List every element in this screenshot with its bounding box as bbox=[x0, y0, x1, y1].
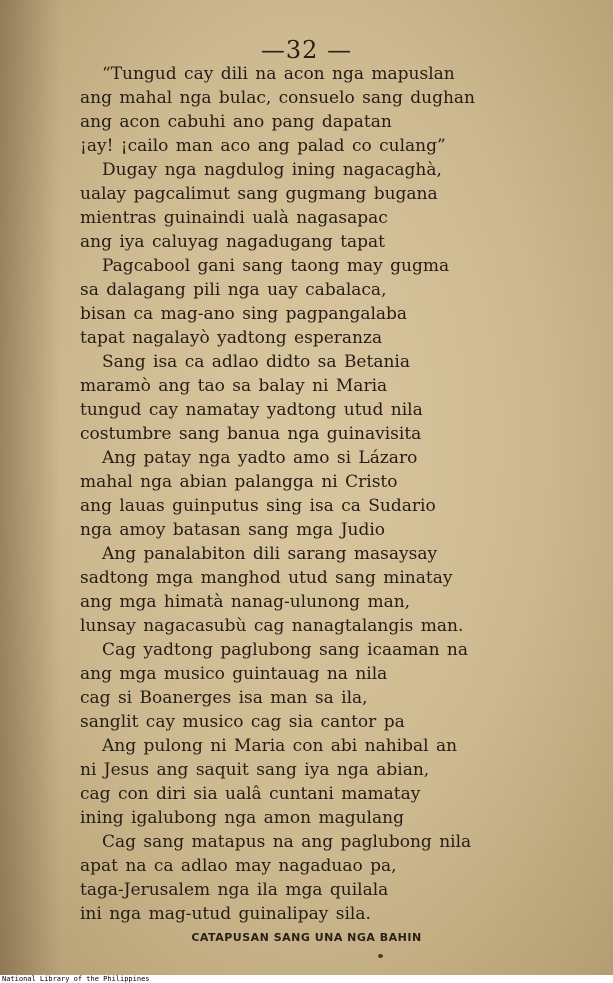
ink-speck-mark bbox=[378, 954, 383, 958]
text-line: ni Jesus ang saquit sang iya nga abian, bbox=[80, 760, 430, 780]
text-line: ang acon cabuhi ano pang dapatan bbox=[80, 112, 392, 132]
text-line: mientras guinaindi ualà nagasapac bbox=[80, 208, 388, 228]
text-line: mahal nga abian palangga ni Cristo bbox=[80, 472, 398, 492]
text-line: cag con diri sia ualâ cuntani mamatay bbox=[80, 784, 421, 804]
text-line: costumbre sang banua nga guinavisita bbox=[80, 424, 422, 444]
text-line: Ang pulong ni Maria con abi nahibal an bbox=[102, 736, 458, 756]
text-line: ang mga musico guintauag na nila bbox=[80, 664, 388, 684]
text-line: Cag yadtong paglubong sang icaaman na bbox=[102, 640, 469, 660]
text-line: tungud cay namatay yadtong utud nila bbox=[80, 400, 423, 420]
text-line: cag si Boanerges isa man sa ila, bbox=[80, 688, 368, 708]
text-line: maramò ang tao sa balay ni Maria bbox=[80, 376, 388, 396]
text-line: nga amoy batasan sang mga Judio bbox=[80, 520, 386, 540]
text-line: sanglit cay musico cag sia cantor pa bbox=[80, 712, 405, 732]
text-line: bisan ca mag-ano sing pagpangalaba bbox=[80, 304, 408, 324]
text-line: ining igalubong nga amon magulang bbox=[80, 808, 404, 828]
page-number: —32 — bbox=[260, 36, 353, 64]
text-line: ang mga himatà nanag-ulunong man, bbox=[80, 592, 411, 612]
text-line: ang iya caluyag nagadugang tapat bbox=[80, 232, 386, 252]
text-line: sa dalagang pili nga uay cabalaca, bbox=[80, 280, 387, 300]
text-line: Pagcabool gani sang taong may gugma bbox=[102, 256, 450, 276]
text-line: ang mahal nga bulac, consuelo sang dughan bbox=[80, 88, 476, 108]
text-line: Dugay nga nagdulog ining nagacaghà, bbox=[102, 160, 442, 180]
text-line: Sang isa ca adlao didto sa Betania bbox=[102, 352, 410, 372]
text-line: ang lauas guinputus sing isa ca Sudario bbox=[80, 496, 436, 516]
attribution-text: National Library of the Philippines bbox=[2, 975, 150, 983]
text-line: “Tungud cay dili na acon nga mapuslan bbox=[102, 64, 455, 84]
text-line: taga-Jerusalem nga ila mga quilala bbox=[80, 880, 389, 900]
text-line: Ang patay nga yadto amo si Lázaro bbox=[102, 448, 418, 468]
text-line: sadtong mga manghod utud sang minatay bbox=[80, 568, 453, 588]
text-line: Ang panalabiton dili sarang masaysay bbox=[102, 544, 438, 564]
footer-caption: CATAPUSAN SANG UNA NGA BAHIN bbox=[191, 931, 422, 944]
text-line: ualay pagcalimut sang gugmang bugana bbox=[80, 184, 438, 204]
text-line: apat na ca adlao may nagaduao pa, bbox=[80, 856, 397, 876]
poem-text-body bbox=[80, 62, 540, 926]
text-line: tapat nagalayò yadtong esperanza bbox=[80, 328, 383, 348]
text-line: lunsay nagacasubù cag nanagtalangis man. bbox=[80, 616, 464, 636]
text-line: ¡ay! ¡cailo man aco ang palad co culang” bbox=[80, 136, 446, 156]
text-line: Cag sang matapus na ang paglubong nila bbox=[102, 832, 472, 852]
text-line: ini nga mag-utud guinalipay sila. bbox=[80, 904, 371, 924]
